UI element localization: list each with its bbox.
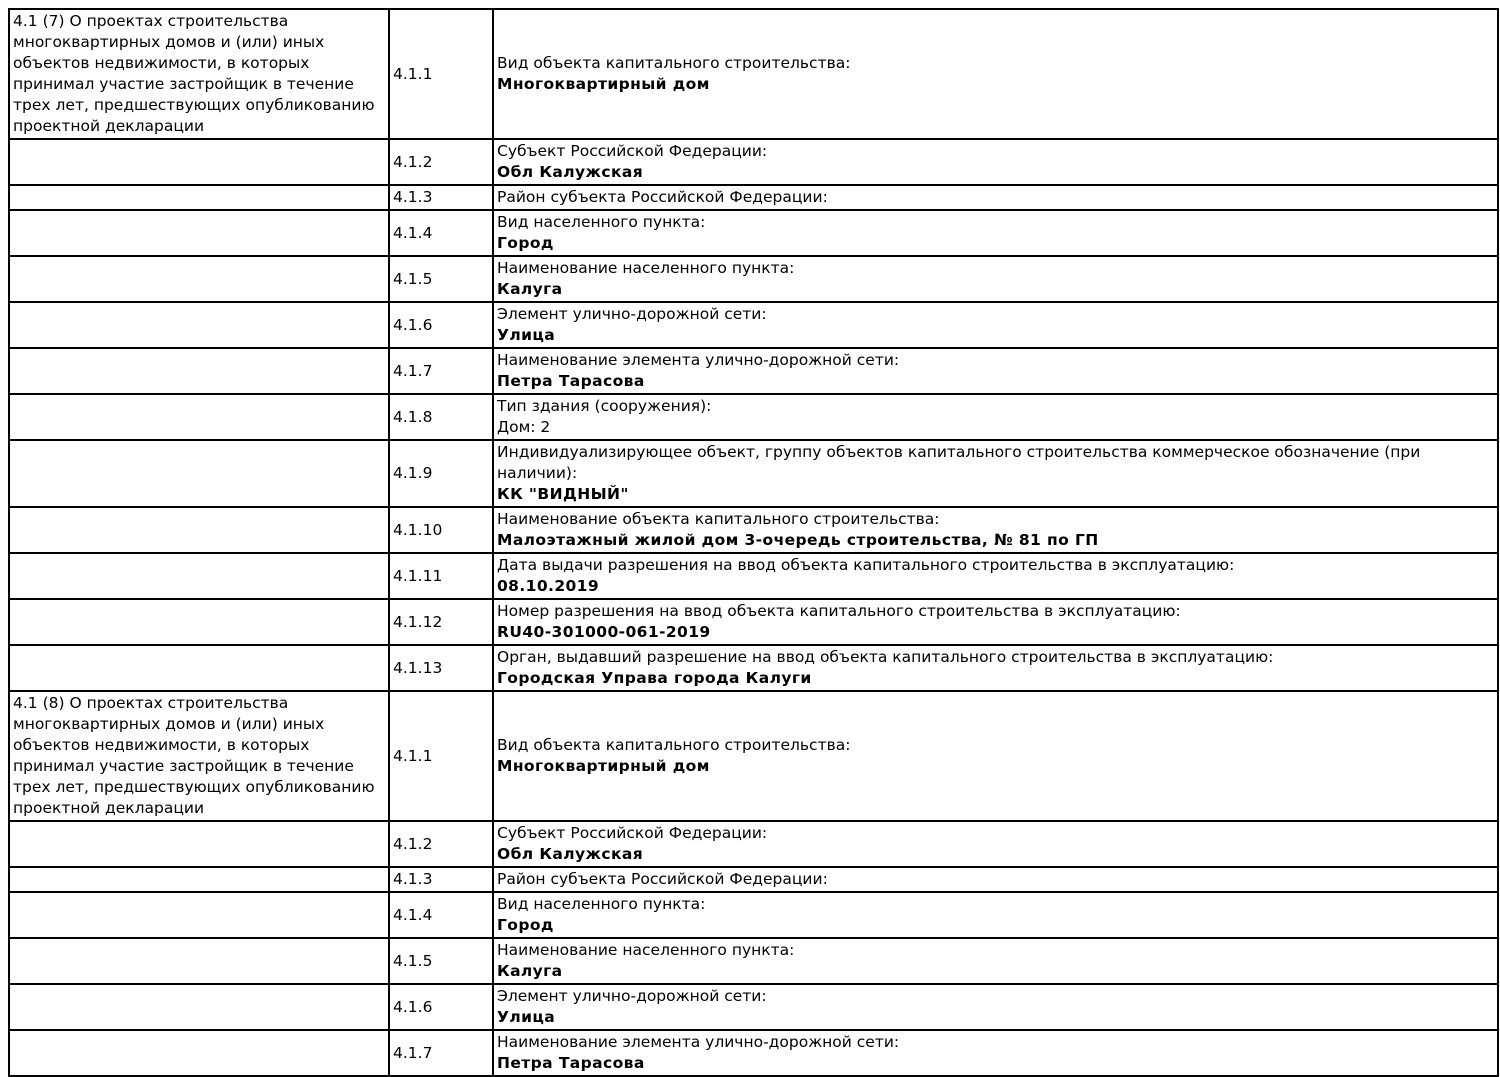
field-label: Вид населенного пункта: (497, 895, 706, 913)
row-content-cell (493, 394, 1498, 440)
row-number-cell: 4.1.4 (389, 892, 493, 938)
field-label: Элемент улично-дорожной сети: (497, 987, 767, 1005)
field-label: Наименование населенного пункта: (497, 259, 795, 277)
empty-description-cell (9, 348, 389, 394)
row-number-cell: 4.1.1 (389, 9, 493, 139)
field-label: Субъект Российской Федерации: (497, 142, 768, 160)
row-content-cell (493, 553, 1498, 599)
row-content-cell (493, 9, 1498, 139)
row-content-cell (493, 507, 1498, 553)
row-content-cell (493, 892, 1498, 938)
empty-description-cell (9, 440, 389, 507)
row-number-cell: 4.1.7 (389, 1030, 493, 1076)
field-value: Калуга (497, 280, 563, 298)
row-number-cell: 4.1.1 (389, 691, 493, 821)
row-content-cell (493, 984, 1498, 1030)
row-content-cell (493, 867, 1498, 892)
table-row (9, 821, 1498, 867)
field-value: Обл Калужская (497, 163, 644, 181)
empty-description-cell (9, 892, 389, 938)
empty-description-cell (9, 645, 389, 691)
row-content-cell (493, 821, 1498, 867)
table-row (9, 1030, 1498, 1076)
row-content-cell (493, 440, 1498, 507)
table-row (9, 9, 1498, 139)
empty-description-cell (9, 938, 389, 984)
field-label: Субъект Российской Федерации: (497, 824, 768, 842)
row-content-cell (493, 185, 1498, 210)
empty-description-cell (9, 984, 389, 1030)
table-row (9, 599, 1498, 645)
empty-description-cell (9, 553, 389, 599)
table-row (9, 256, 1498, 302)
field-value: RU40-301000-061-2019 (497, 623, 711, 641)
field-label: Район субъекта Российской Федерации: (497, 870, 828, 888)
row-content-cell (493, 599, 1498, 645)
field-label: Вид объекта капитального строительства: (497, 736, 851, 754)
row-number-cell: 4.1.10 (389, 507, 493, 553)
table-row (9, 867, 1498, 892)
field-value: Улица (497, 326, 556, 344)
field-value: Обл Калужская (497, 845, 644, 863)
row-content-cell (493, 302, 1498, 348)
project-declaration-table (8, 8, 1499, 1077)
empty-description-cell (9, 210, 389, 256)
row-number-cell: 4.1.5 (389, 938, 493, 984)
field-value: Малоэтажный жилой дом 3-очередь строительства, № 81 по ГП (497, 531, 1099, 549)
field-value: Петра Тарасова (497, 1054, 645, 1072)
row-content-cell (493, 645, 1498, 691)
field-label: Индивидуализирующее объект, группу объектов капитального строительства коммерческое обозначение (при наличии): (497, 443, 1421, 482)
table-row (9, 892, 1498, 938)
empty-description-cell (9, 821, 389, 867)
field-value: Город (497, 916, 554, 934)
table-body (9, 9, 1498, 1076)
row-number-cell: 4.1.6 (389, 302, 493, 348)
field-label: Тип здания (сооружения): (497, 397, 712, 415)
row-number-cell: 4.1.2 (389, 821, 493, 867)
table-row (9, 507, 1498, 553)
field-label: Дата выдачи разрешения на ввод объекта капитального строительства в эксплуатацию: (497, 556, 1235, 574)
field-label: Номер разрешения на ввод объекта капитального строительства в эксплуатацию: (497, 602, 1181, 620)
section-description-cell: 4.1 (8) О проектах строительства многоквартирных домов и (или) иных объектов недвижимости, в которых принимал участие застройщик в течение трех лет, предшествующих опубликованию проектной декларации (9, 691, 389, 821)
empty-description-cell (9, 139, 389, 185)
row-number-cell: 4.1.12 (389, 599, 493, 645)
table-row (9, 691, 1498, 821)
table-row (9, 553, 1498, 599)
row-content-cell (493, 691, 1498, 821)
table-row (9, 348, 1498, 394)
row-content-cell (493, 210, 1498, 256)
row-content-cell (493, 139, 1498, 185)
row-number-cell: 4.1.8 (389, 394, 493, 440)
row-content-cell (493, 256, 1498, 302)
field-value: Улица (497, 1008, 556, 1026)
field-label: Элемент улично-дорожной сети: (497, 305, 767, 323)
field-label: Район субъекта Российской Федерации: (497, 188, 828, 206)
empty-description-cell (9, 256, 389, 302)
row-number-cell: 4.1.11 (389, 553, 493, 599)
field-value: Город (497, 234, 554, 252)
table-row (9, 394, 1498, 440)
field-value: Многоквартирный дом (497, 757, 710, 775)
empty-description-cell (9, 867, 389, 892)
field-value: Городская Управа города Калуги (497, 669, 812, 687)
empty-description-cell (9, 1030, 389, 1076)
row-content-cell (493, 938, 1498, 984)
table-row (9, 984, 1498, 1030)
field-label: Наименование элемента улично-дорожной сети: (497, 351, 900, 369)
empty-description-cell (9, 599, 389, 645)
field-value: Петра Тарасова (497, 372, 645, 390)
row-number-cell: 4.1.4 (389, 210, 493, 256)
empty-description-cell (9, 185, 389, 210)
row-number-cell: 4.1.3 (389, 185, 493, 210)
row-number-cell: 4.1.6 (389, 984, 493, 1030)
empty-description-cell (9, 507, 389, 553)
table-row (9, 302, 1498, 348)
table-row (9, 645, 1498, 691)
empty-description-cell (9, 394, 389, 440)
row-number-cell: 4.1.3 (389, 867, 493, 892)
field-label: Вид объекта капитального строительства: (497, 54, 851, 72)
field-label: Наименование населенного пункта: (497, 941, 795, 959)
row-content-cell (493, 348, 1498, 394)
table-row (9, 139, 1498, 185)
field-value: КК "ВИДНЫЙ" (497, 485, 629, 503)
field-value: Калуга (497, 962, 563, 980)
field-label: Наименование элемента улично-дорожной сети: (497, 1033, 900, 1051)
row-number-cell: 4.1.5 (389, 256, 493, 302)
row-number-cell: 4.1.9 (389, 440, 493, 507)
document-page (8, 8, 1499, 1077)
row-number-cell: 4.1.13 (389, 645, 493, 691)
table-row (9, 938, 1498, 984)
field-value: Многоквартирный дом (497, 75, 710, 93)
row-number-cell: 4.1.7 (389, 348, 493, 394)
field-value: Дом: 2 (497, 418, 551, 436)
field-label: Вид населенного пункта: (497, 213, 706, 231)
table-row (9, 210, 1498, 256)
row-content-cell (493, 1030, 1498, 1076)
table-row (9, 440, 1498, 507)
row-number-cell: 4.1.2 (389, 139, 493, 185)
table-row (9, 185, 1498, 210)
empty-description-cell (9, 302, 389, 348)
field-label: Орган, выдавший разрешение на ввод объекта капитального строительства в эксплуатацию: (497, 648, 1274, 666)
section-description-cell: 4.1 (7) О проектах строительства многоквартирных домов и (или) иных объектов недвижимости, в которых принимал участие застройщик в течение трех лет, предшествующих опубликованию проектной декларации (9, 9, 389, 139)
field-label: Наименование объекта капитального строительства: (497, 510, 940, 528)
field-value: 08.10.2019 (497, 577, 600, 595)
